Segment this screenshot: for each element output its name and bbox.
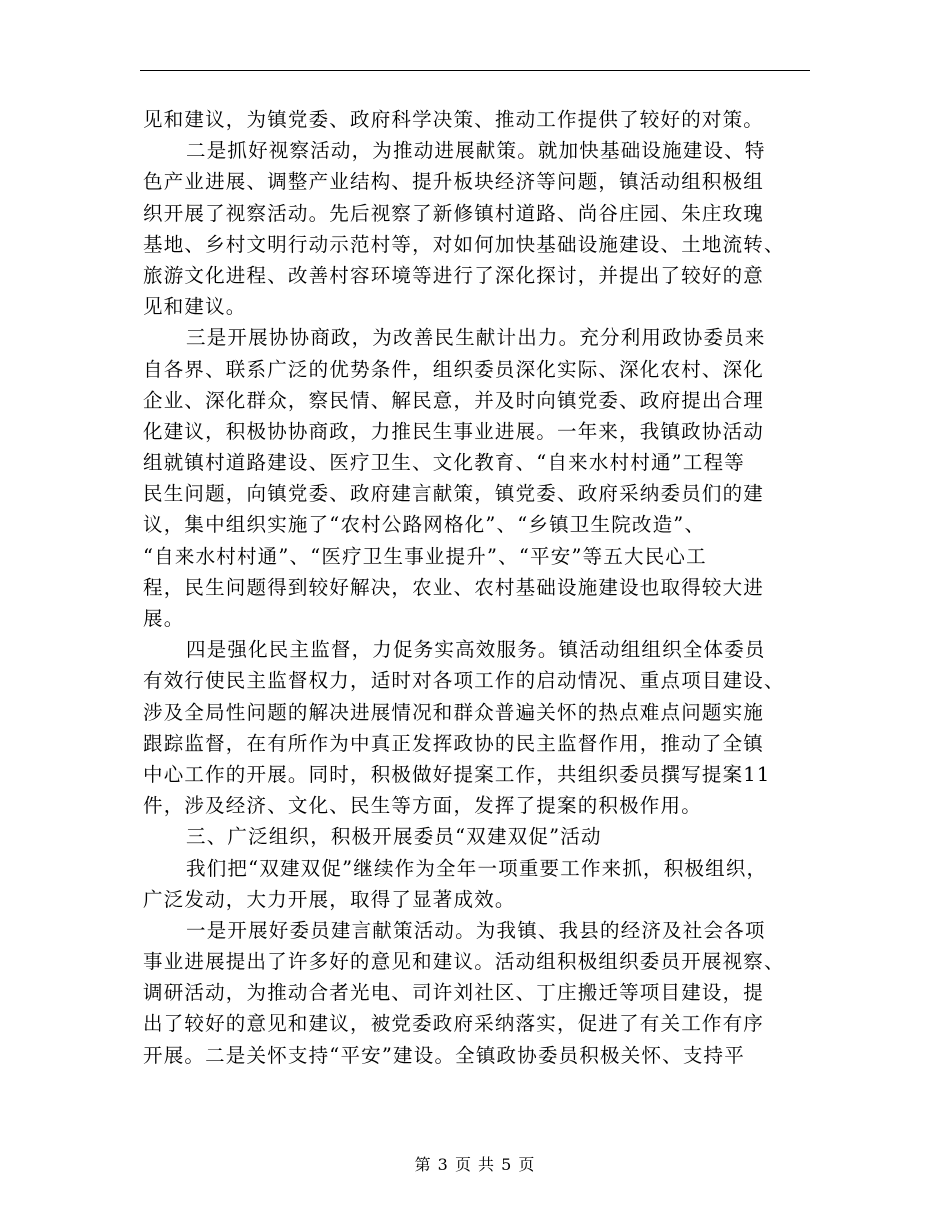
text-line: 旅游文化进程、改善村容环境等进行了深化探讨，并提出了较好的意 [143,263,765,287]
text-line: 民生问题，向镇党委、政府建言献策，镇党委、政府采纳委员们的建 [143,482,765,506]
text-line: 化建议，积极协协商政，力推民生事业进展。一年来，我镇政协活动 [143,419,765,443]
text-line: 一是开展好委员建言献策活动。为我镇、我县的经济及社会各项 [186,918,766,942]
text-line: 展。 [143,607,185,630]
header-rule [140,70,810,71]
text-line: 出了较好的意见和建议，被党委政府采纳落实，促进了有关工作有序 [143,1012,765,1036]
text-line: 组就镇村道路建设、医疗卫生、文化教育、“自来水村村通”工程等 [143,451,745,475]
text-line: 有效行使民主监督权力，适时对各项工作的启动情况、重点项目建设、 [143,669,785,693]
text-line: 广泛发动，大力开展，取得了显著成效。 [143,887,516,911]
page-number-footer: 第 3 页 共 5 页 [414,1155,536,1174]
text-line: 事业进展提出了许多好的意见和建议。活动组积极组织委员开展视察、 [143,950,785,974]
text-line: 我们把“双建双促”继续作为全年一项重要工作来抓，积极组织， [186,856,768,880]
text-line: 见和建议。 [143,295,247,319]
text-line: 三是开展协协商政，为改善民生献计出力。充分利用政协委员来 [186,326,766,350]
text-line: 基地、乡村文明行动示范村等，对如何加快基础设施建设、土地流转、 [143,232,785,256]
text-line: 四是强化民主监督，力促务实高效服务。镇活动组组织全体委员 [186,638,766,662]
text-line: 程，民生问题得到较好解决，农业、农村基础设施建设也取得较大进 [143,575,765,599]
text-line: 中心工作的开展。同时，积极做好提案工作，共组织委员撰写提案11 [143,762,771,786]
text-line: 企业、深化群众，察民情、解民意，并及时向镇党委、政府提出合理 [143,388,765,412]
text-line: 见和建议，为镇党委、政府科学决策、推动工作提供了较好的对策。 [143,108,765,131]
text-line: 跟踪监督，在有所作为中真正发挥政协的民主监督作用，推动了全镇 [143,731,765,755]
text-line: 开展。二是关怀支持“平安”建设。全镇政协委员积极关怀、支持平 [143,1043,745,1067]
text-line: 议，集中组织实施了“农村公路网格化”、“乡镇卫生院改造”、 [143,513,706,537]
text-line: 二是抓好视察活动，为推动进展献策。就加快基础设施建设、特 [186,139,766,163]
text-line: 自各界、联系广泛的优势条件，组织委员深化实际、深化农村、深化 [143,357,765,381]
text-line: 件，涉及经济、文化、民生等方面，发挥了提案的积极作用。 [143,794,702,818]
text-line: “自来水村村通”、“医疗卫生事业提升”、“平安”等五大民心工 [143,544,707,568]
text-line: 调研活动，为推动合者光电、司许刘社区、丁庄搬迁等项目建设，提 [143,981,765,1005]
text-line: 色产业进展、调整产业结构、提升板块经济等问题，镇活动组积极组 [143,170,765,194]
document-body [143,104,811,1071]
text-line: 织开展了视察活动。先后视察了新修镇村道路、尚谷庄园、朱庄玫瑰 [143,201,765,225]
text-line: 涉及全局性问题的解决进展情况和群众普遍关怀的热点难点问题实施 [143,700,765,724]
text-line: 三、广泛组织，积极开展委员“双建双促”活动 [186,825,602,849]
